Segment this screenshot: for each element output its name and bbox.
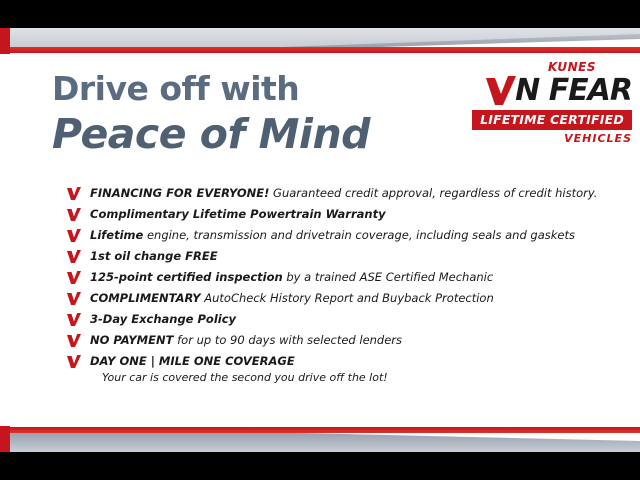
no-fear-logo: [472, 60, 632, 158]
list-item-bold: 3-Day Exchange Policy: [90, 312, 237, 326]
list-item-bold: DAY ONE | MILE ONE COVERAGE: [90, 354, 295, 368]
red-check-icon: [66, 333, 82, 348]
list-item-rest: by a trained ASE Certified Mechanic: [282, 270, 494, 284]
list-item-bold: Complimentary Lifetime Powertrain Warranty: [90, 207, 386, 221]
list-item: [66, 186, 606, 200]
headline-line-1: Drive off with: [52, 69, 300, 108]
red-check-icon: [66, 270, 82, 285]
red-check-icon: [66, 312, 82, 327]
bottom-left-red-edge: [0, 426, 10, 452]
list-item: [66, 333, 606, 347]
letterbox-bar-top: [0, 0, 640, 28]
list-item-bold: COMPLIMENTARY: [90, 291, 201, 305]
list-item-bold: 1st oil change FREE: [90, 249, 218, 263]
list-item-rest: AutoCheck History Report and Buyback Protection: [200, 291, 494, 305]
list-item: [66, 291, 606, 305]
bottom-red-bar: [0, 427, 640, 433]
feature-list: [66, 186, 606, 392]
list-item: [66, 270, 606, 284]
top-red-bar: [0, 47, 640, 53]
top-left-red-edge: [0, 28, 10, 54]
vehicles-label: VEHICLES: [564, 132, 632, 145]
list-item-subtext: Your car is covered the second you drive off the lot!: [102, 371, 388, 384]
lifetime-certified-badge: LIFETIME CERTIFIED: [472, 110, 632, 130]
bottom-banner: [0, 426, 640, 452]
list-item-bold: 125-point certified inspection: [90, 270, 283, 284]
no-fear-wordmark: N FEAR: [515, 73, 632, 108]
red-check-icon: [66, 207, 82, 222]
list-item-bold: Lifetime: [90, 228, 144, 242]
list-item-bold: NO PAYMENT: [90, 333, 174, 347]
red-check-icon: [66, 291, 82, 306]
list-item-rest: engine, transmission and drivetrain coverage, including seals and gaskets: [143, 228, 575, 242]
headline-line-2: Peace of Mind: [52, 110, 370, 158]
list-item: [66, 312, 606, 326]
red-check-icon: [66, 249, 82, 264]
bottom-grey-swoosh: [0, 433, 640, 452]
ad-stage: [0, 28, 640, 452]
top-banner: [0, 28, 640, 54]
letterbox-bar-bottom: [0, 452, 640, 480]
red-check-icon: [66, 228, 82, 243]
list-item: [66, 249, 606, 263]
check-mark-icon: [484, 74, 518, 106]
list-item-bold: FINANCING FOR EVERYONE!: [90, 186, 270, 200]
list-item: [66, 228, 606, 242]
red-check-icon: [66, 186, 82, 201]
page-title: [52, 70, 472, 158]
list-item: [66, 207, 606, 221]
kunes-brand-label: KUNES: [548, 60, 596, 74]
list-item: [66, 354, 606, 385]
red-check-icon: [66, 354, 82, 369]
list-item-rest: for up to 90 days with selected lenders: [173, 333, 403, 347]
list-item-rest: Guaranteed credit approval, regardless of credit history.: [269, 186, 598, 200]
